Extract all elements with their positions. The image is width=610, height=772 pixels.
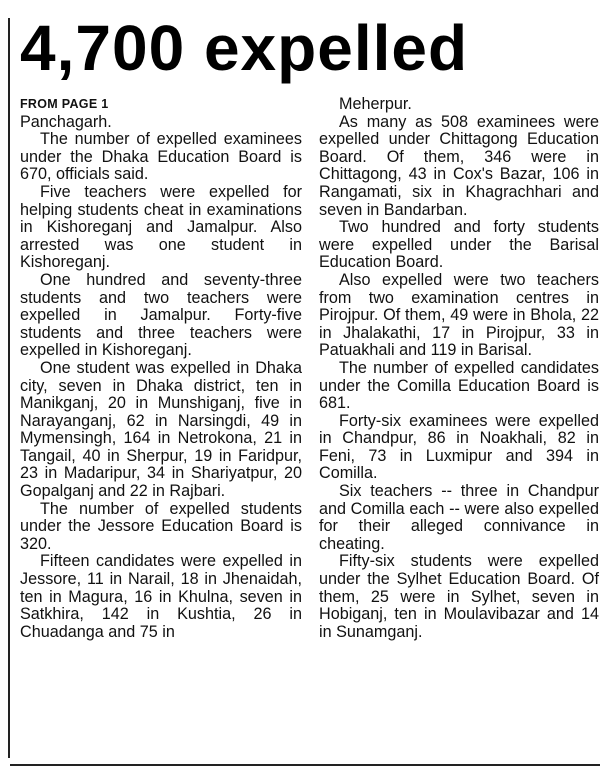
- paragraph: Five teachers were expelled for helping students cheat in examinations in Kishoreganj and Jamalpur. Also arrested was one student in Kishoreganj.: [20, 182, 302, 272]
- dateline: FROM PAGE 1: [20, 97, 109, 111]
- column-rule-left: [8, 18, 10, 758]
- paragraph: One hundred and seventy-three students and two teachers were expelled in Jamalpur. Forty-five students and three teachers were expelled in Kishoreganj.: [20, 270, 302, 360]
- article-column-right: [319, 96, 599, 641]
- paragraph: Six teachers -- three in Chandpur and Comilla each -- were also expelled for their alleged connivance in cheating.: [319, 482, 599, 553]
- paragraph: One student was expelled in Dhaka city, seven in Dhaka district, ten in Manikganj, 20 in Munshiganj, five in Narayanganj, 62 in Narsingdi, 49 in Mymensingh, 164 in Netrokona, 21 in Tangail, 40 in Sherpur, 19 in Faridpur, 23 in Madaripur, 34 in Shariyatpur, 20 Gopalganj and 22 in Rajbari.: [20, 358, 302, 501]
- article-column-left: [20, 96, 302, 641]
- paragraph: The number of expelled examinees under the Dhaka Education Board is 670, officials said.: [20, 130, 302, 184]
- paragraph: As many as 508 examinees were expelled under Chittagong Education Board. Of them, 346 were in Chittagong, 43 in Cox's Bazar, 106 in Rangamati, six in Khagrachhari and seven in Bandarban.: [319, 112, 599, 219]
- paragraph: The number of expelled candidates under the Comilla Education Board is 681.: [319, 358, 599, 413]
- paragraph: Fifty-six students were expelled under the Sylhet Education Board. Of them, 25 were in Sylhet, seven in Hobiganj, ten in Moulavibazar and 14 in Sunamganj.: [319, 552, 599, 641]
- bottom-rule: [10, 764, 600, 766]
- paragraph: Forty-six examinees were expelled in Chandpur, 86 in Noakhali, 82 in Feni, 73 in Luxmipur and 394 in Comilla.: [319, 411, 599, 483]
- paragraph: Panchagarh.: [20, 112, 112, 131]
- paragraph: Also expelled were two teachers from two examination centres in Pirojpur. Of them, 49 were in Bhola, 22 in Jhalakathi, 17 in Pirojpur, 33 in Patuakhali and 119 in Barisal.: [319, 270, 599, 360]
- paragraph: The number of expelled students under the Jessore Education Board is 320.: [20, 499, 302, 553]
- paragraph: Two hundred and forty students were expelled under the Barisal Education Board.: [319, 218, 599, 272]
- headline: 4,700 expelled: [20, 12, 469, 84]
- paragraph: Meherpur.: [339, 95, 412, 113]
- paragraph: Fifteen candidates were expelled in Jessore, 11 in Narail, 18 in Jhenaidah, ten in Magura, 16 in Khulna, seven in Satkhira, 142 in Kushtia, 26 in Chuadanga and 75 in: [20, 552, 302, 641]
